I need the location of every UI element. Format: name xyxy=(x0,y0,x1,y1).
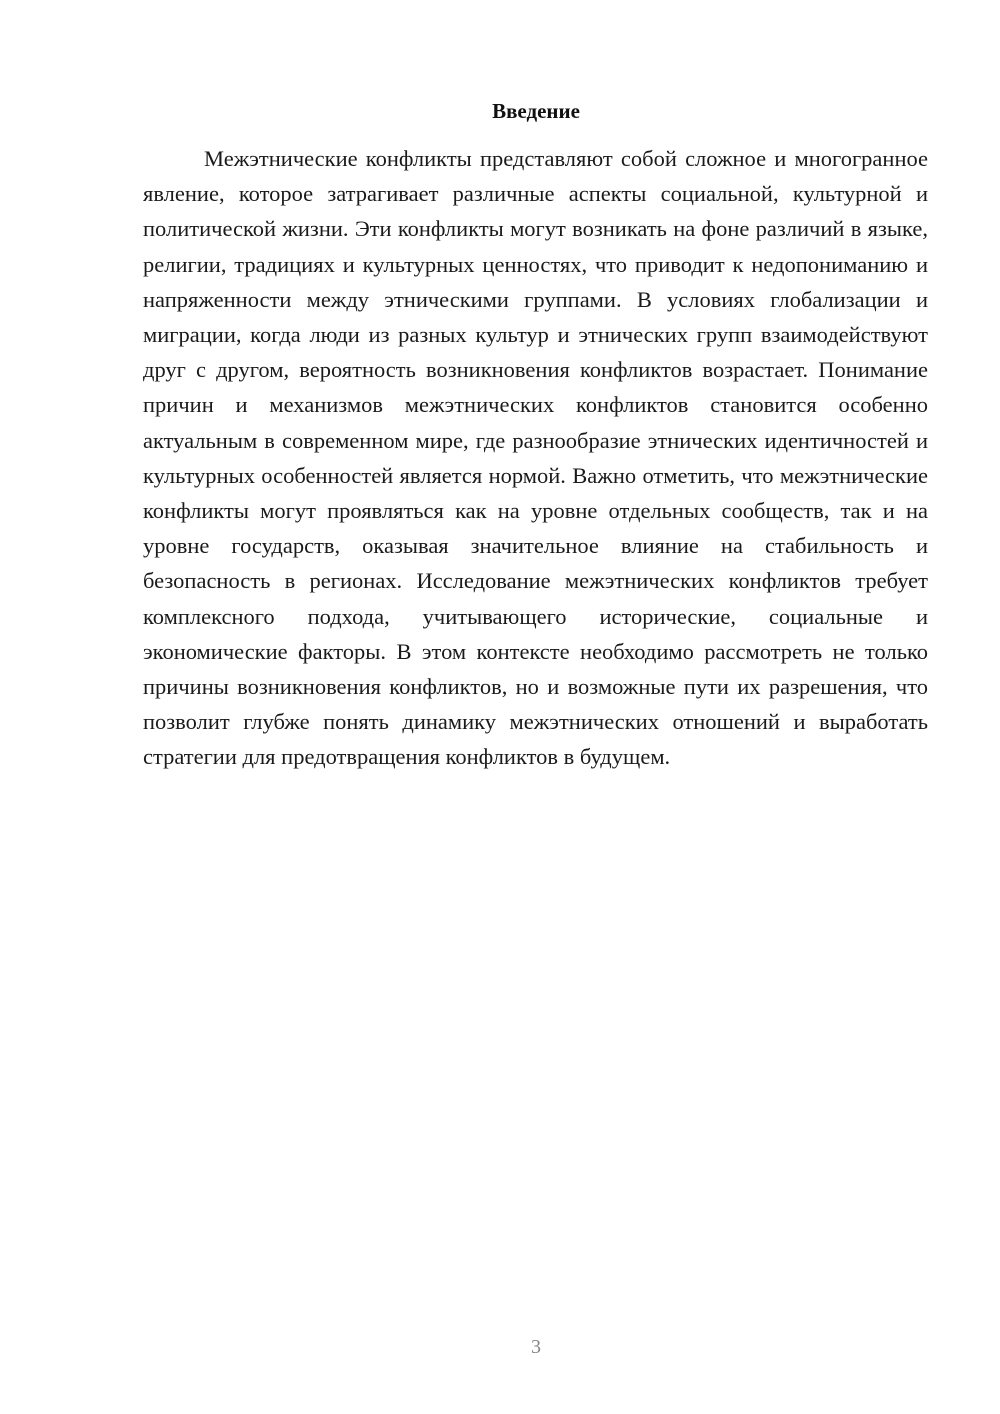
page-number: 3 xyxy=(531,1336,541,1358)
section-heading: Введение xyxy=(492,99,580,123)
introduction-paragraph: Межэтнические конфликты представляют собой сложное и многогранное явление, которое затрагивает различные аспекты социальной, культурной и политической жизни. Эти конфликты могут возникать на фоне различий в языке, религии, традициях и культурных ценностях, что приводит к недопониманию и напряженности между этническими группами. В условиях глобализации и миграции, когда люди из разных культур и этнических групп взаимодействуют друг с другом, вероятность возникновения конфликтов возрастает. Понимание причин и механизмов межэтнических конфликтов становится особенно актуальным в современном мире, где разнообразие этнических идентичностей и культурных особенностей является нормой. Важно отметить, что межэтнические конфликты могут проявляться как на уровне отдельных сообществ, так и на уровне государств, оказывая значительное влияние на стабильность и безопасность в регионах. Исследование межэтнических конфликтов требует комплексного подхода, учитывающего исторические, социальные и экономические факторы. В этом контексте необходимо рассмотреть не только причины возникновения конфликтов, но и возможные пути их разрешения, что позволит глубже понять динамику межэтнических отношений и выработать стратегии для предотвращения конфликтов в будущем. xyxy=(143,146,928,770)
